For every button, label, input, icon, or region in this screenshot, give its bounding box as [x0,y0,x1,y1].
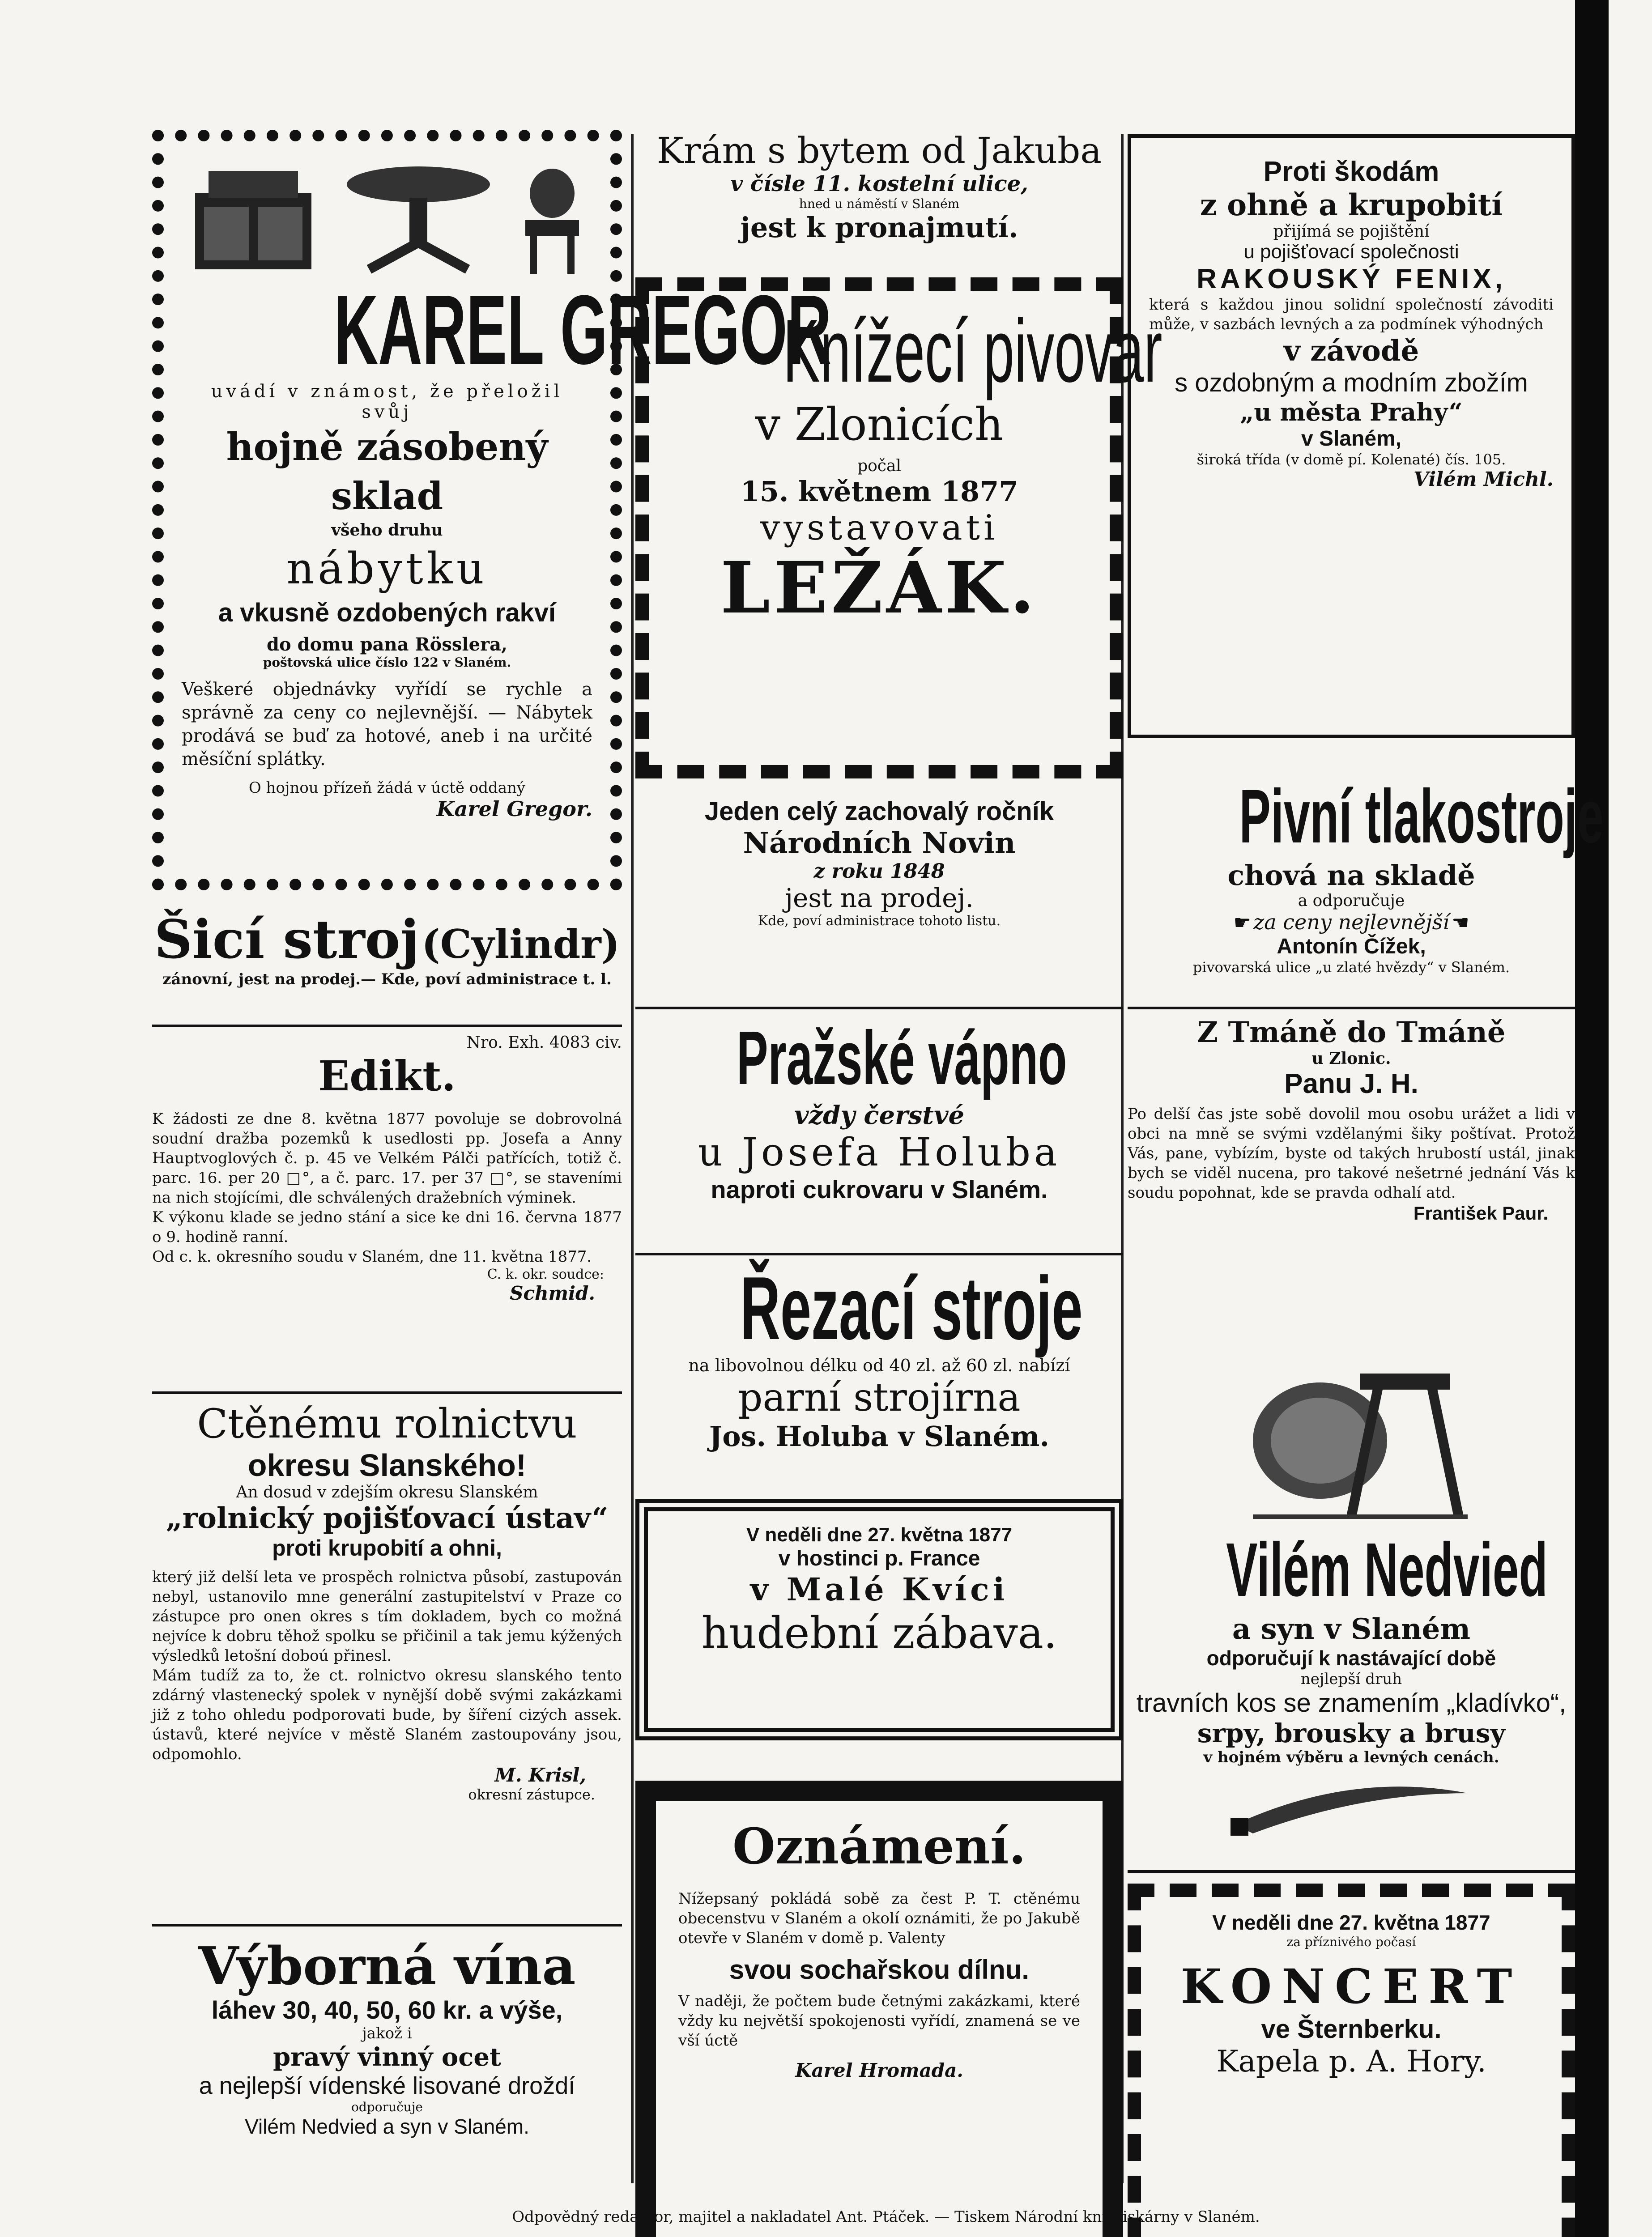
rolnictvu-p1: který již delší leta ve prospěch rolnictva působí, zastupován nebyl, ustanovilo mne generální zastupitelství v Praze co zástupce pro onen okres s tím dokladem, bych co možná nejvíce k dobru těhož spolku se přičinil a tak jemu kýžených výsledků letošní doboú přinesl. [152,1568,622,1665]
edikt-signature: Schmid. [510,1282,595,1304]
pivovar-line5: LEŽÁK. [720,547,1038,629]
table-icon [342,162,494,274]
rocnik-line1: Národních Novin [743,826,1016,860]
gregor-product2: a vkusně ozdobených rakví [218,598,556,627]
kram-line3: jest k pronajmutí. [740,211,1018,244]
rolnictvu-role: okresní zástupce. [468,1786,595,1803]
divider [1128,1007,1575,1009]
ad-fenix [1128,134,1575,738]
edikt-p2: K výkonu klade se jedno stání a sice ke dni 16. června 1877 o 9. hodině ranní. [152,1208,622,1246]
ad-zabava [635,1499,1123,1740]
zabava-line4: hudební zábava. [701,1608,1057,1658]
oznameni-signature: Karel Hromada. [795,2059,963,2081]
zabava-line3: v Malé Kvíci [750,1571,1009,1608]
pivovar-line2: počal [857,457,901,475]
vapno-line2: u Josefa Holuba [698,1130,1061,1175]
vina-line3: pravý vinný ocet [273,2042,501,2072]
pivovar-line4: vystavovati [760,508,998,548]
ad-oznameni [635,1781,1123,2237]
ad-tmane [1128,1016,1575,1224]
zabava-line2: v hostinci p. France [778,1547,980,1570]
grindstone-illustration [1217,1329,1486,1526]
fenix-line11: široká třída (v domě pí. Kolenaté) čís. 105. [1196,451,1506,468]
rolnictvu-against: proti krupobití a ohni, [272,1535,502,1561]
pivovar-line3: 15. květnem 1877 [740,475,1018,508]
ad-edikt [152,1033,622,1304]
gregor-line2: všeho druhu [331,521,443,540]
tmane-title: Z Tmáně do Tmáně [1197,1016,1506,1049]
tlakostroje-line5: pivovarská ulice „u zlaté hvězdy“ v Slaném. [1192,959,1510,976]
fenix-line1: Proti škodám [1263,156,1439,187]
nedvied-line1: a syn v Slaném [1232,1612,1471,1646]
tmane-signature: František Paur. [1413,1203,1548,1224]
divider [1128,1870,1575,1873]
edikt-judge: C. k. okr. soudce: [487,1267,604,1282]
ad-karel-gregor [152,130,832,890]
page-edge [1575,0,1609,2237]
tlakostroje-line3: za ceny nejlevnější [1253,910,1449,934]
divider [635,1253,1123,1255]
pivovar-title: Knížecí pivovar [783,301,1162,401]
tlakostroje-line2: a odporučuje [1298,892,1405,910]
rolnictvu-ustav: „rolnický pojišťovací ústav“ [166,1501,609,1535]
vapno-line3: naproti cukrovaru v Slaném. [711,1175,1048,1204]
vina-line5: odporučuje [351,2100,423,2114]
gregor-line1: uvádí v známost, že přeložil svůj [211,381,563,422]
pointing-hand-icon: ☛ [1233,911,1251,934]
nedvied-line2: odporučují k nastávající době [1206,1646,1496,1670]
ad-sici-stroj [152,908,622,988]
koncert-line2: za příznivého počasí [1286,1935,1416,1949]
fenix-line6: která s každou jinou solidní společností závoditi může, v sazbách levných a za podmínek výhodných [1149,296,1554,333]
nedvied-line6: v hojném výběru a levných cenách. [1203,1748,1499,1766]
oznameni-title: Oznámení. [732,1817,1026,1875]
ad-pivovar [635,277,1162,778]
oznameni-p1: Nížepsaný pokládá sobě za čest P. T. ctěnému obecenstvu v Slaném a okolí oznámiti, že po Jakubě otevře v Slaném v domě p. Valenty [678,1890,1080,1947]
tmane-line1: u Zlonic. [1311,1049,1391,1068]
tlakostroje-title: Pivní tlakostroje [1239,774,1604,859]
koncert-title: KONCERT [1180,1958,1522,2014]
koncert-line4: Kapela p. A. Hory. [1216,2044,1486,2079]
tmane-body: Po delší čas jste sobě dovolil mou osobu urážet a lidi v obci na mně se svými vzdělanými šiky poštívat. Protož Vás, pane, vybízím, byste od takých hrubostí ustál, jinak bych se viděl nucena, pro takové nešetrné jednání Vás k soudu popohnat, kde se pravda odhalí atd. [1128,1105,1575,1202]
rolnictvu-p2: Mám tudíž za to, že ct. rolnictvo okresu slanského tento zdárný vlastenecký spolek v nynější době svými zakázkami již z toho ohledu podporovati bude, by šíření cizých assek. ústavů, které nejvíce v městě Slaném zastoupovány jsou, odpomohlo. [152,1667,622,1763]
koncert-line3: ve Šternberku. [1261,2015,1442,2044]
ad-vapno [635,1016,1123,1204]
tlakostroje-line4: Antonín Čížek, [1277,935,1426,958]
ad-rolnictvu [152,1400,622,1803]
gregor-body: Veškeré objednávky vyřídí se rychle a správně za ceny co nejlevnější. — Nábytek prodává se buď za hotové, aneb i na určité měsíční splátky. [182,679,592,770]
rolnictvu-signature: M. Krisl, [494,1764,586,1786]
nedvied-line3: nejlepší druh [1300,1670,1402,1688]
fenix-line10: v Slaném, [1301,427,1402,451]
fenix-line8: s ozdobným a modním zbožím [1175,368,1528,397]
fenix-line2: z ohně a krupobití [1200,187,1503,222]
vapno-title: Pražské vápno [737,1016,1067,1101]
vina-title: Výborná vína [198,1936,576,1997]
fenix-line3: přijímá se pojištění [1273,222,1430,241]
fenix-signature: Vilém Michl. [1414,468,1554,491]
oznameni-p2: V naději, že počtem bude četnými zakázkami, které vždy ku největší spokojenosti vyřídí, znamená se ve vší úctě [678,1992,1080,2050]
nedvied-line5: srpy, brousky a brusy [1197,1718,1506,1748]
rezaci-title: Řezací stroje [740,1259,1083,1358]
fenix-line9: „u města Prahy“ [1240,398,1463,426]
ad-kram [635,130,1123,244]
scythe-illustration [1226,1775,1477,1838]
sici-sub: zánovní, jest na prodej.— Kde, poví administrace t. l. [162,970,612,988]
zabava-line1: V neděli dne 27. května 1877 [746,1524,1013,1546]
gregor-address2: poštovská ulice číslo 122 v Slaném. [263,655,511,670]
column-rule [631,134,634,2183]
divider [152,1025,622,1027]
tmane-line2: Panu J. H. [1284,1068,1418,1099]
oznameni-line1: svou sochařskou dílnu. [729,1955,1030,1985]
divider [152,1391,622,1394]
gregor-signature: Karel Gregor. [436,797,592,821]
fenix-line5: RAKOUSKÝ FENIX, [1196,264,1506,294]
kram-line1: v čísle 11. kostelní ulice, [730,171,1028,196]
chair-icon [516,166,588,274]
rezaci-line2: parní strojírna [738,1375,1021,1420]
rolnictvu-intro: An dosud v zdejším okresu Slanském [236,1483,538,1501]
vapno-line1: vždy čerstvé [794,1101,965,1130]
gregor-closing: O hojnou přízeň žádá v úctě oddaný [248,779,526,797]
koncert-line1: V neděli dne 27. května 1877 [1212,1911,1490,1934]
ad-tlakostroje [1128,774,1604,976]
ad-vina [152,1937,622,2139]
gregor-product: nábytku [286,544,488,594]
sici-title2: (Cylindr) [422,921,620,967]
rocnik-line2: z roku 1848 [813,860,945,883]
vina-line2: jakož i [362,2024,412,2042]
edikt-p1: K žádosti ze dne 8. května 1877 povoluje se dobrovolná soudní dražba pozemků k usedlosti pp. Josefa a Anny Hauptvoglových č. p. 45 ve Velkém Pálči patřících, totiž č. parc. 16. per 20 □°, a č. parc. 17. per 37 □°, se staveními na nich stojícími, dle schválených dražebních výminek. [152,1110,622,1207]
cabinet-icon [186,166,320,274]
sici-title: Šicí stroj [154,908,420,970]
fenix-line4: u pojišťovací společnosti [1243,241,1459,263]
ad-rocnik [635,796,1123,929]
fenix-line7: v závodě [1283,334,1419,368]
nedvied-title: Vilém Nedvied [1226,1527,1548,1612]
ad-rezaci [635,1259,1123,1453]
vina-line1: láhev 30, 40, 50, 60 kr. a výše, [211,1996,563,2024]
rezaci-line1: na libovolnou délku od 40 zl. až 60 zl. nabízí [688,1356,1070,1375]
divider [635,1007,1123,1009]
gregor-headline: hojně zásobený sklad [226,425,548,518]
edikt-p3: Od c. k. okresního soudu v Slaném, dne 11. května 1877. [152,1248,592,1266]
rezaci-line3: Jos. Holuba v Slaném. [709,1420,1050,1453]
gregor-name: KAREL GREGOR [334,275,832,385]
furniture-illustration [186,157,588,274]
kram-title: Krám s bytem od Jakuba [656,130,1102,171]
vina-line6: Vilém Nedvied a syn v Slaném. [245,2115,529,2138]
rolnictvu-title2: okresu Slanského! [247,1448,527,1483]
edikt-ref: Nro. Exh. 4083 civ. [466,1033,622,1052]
pointing-hand-icon: ☚ [1452,911,1469,934]
divider [152,1924,622,1927]
imprint-footer: Odpovědný redaktor, majitel a nakladatel Ant. Ptáček. — Tiskem Národní knihtiskárny v Slaném. [512,2208,1260,2226]
tlakostroje-line1: chová na skladě [1227,859,1475,892]
nedvied-line4: travních kos se znamením „kladívko“, [1136,1688,1567,1718]
kram-line2: hned u náměstí v Slaném [799,196,960,211]
rocnik-line3: jest na prodej. [785,883,974,913]
edikt-title: Edikt. [318,1052,456,1100]
rocnik-title: Jeden celý zachovalý ročník [704,797,1054,826]
ad-koncert [1128,1884,1575,2237]
vina-line4: a nejlepší vídenské lisované droždí [199,2072,575,2099]
rocnik-line4: Kde, poví administrace tohoto listu. [758,913,1001,929]
rolnictvu-title: Ctěnému rolnictvu [197,1400,577,1447]
gregor-address1: do domu pana Rösslera, [267,634,507,655]
pivovar-line1: v Zlonicích [755,398,1004,451]
ad-nedvied [1128,1329,1575,1840]
